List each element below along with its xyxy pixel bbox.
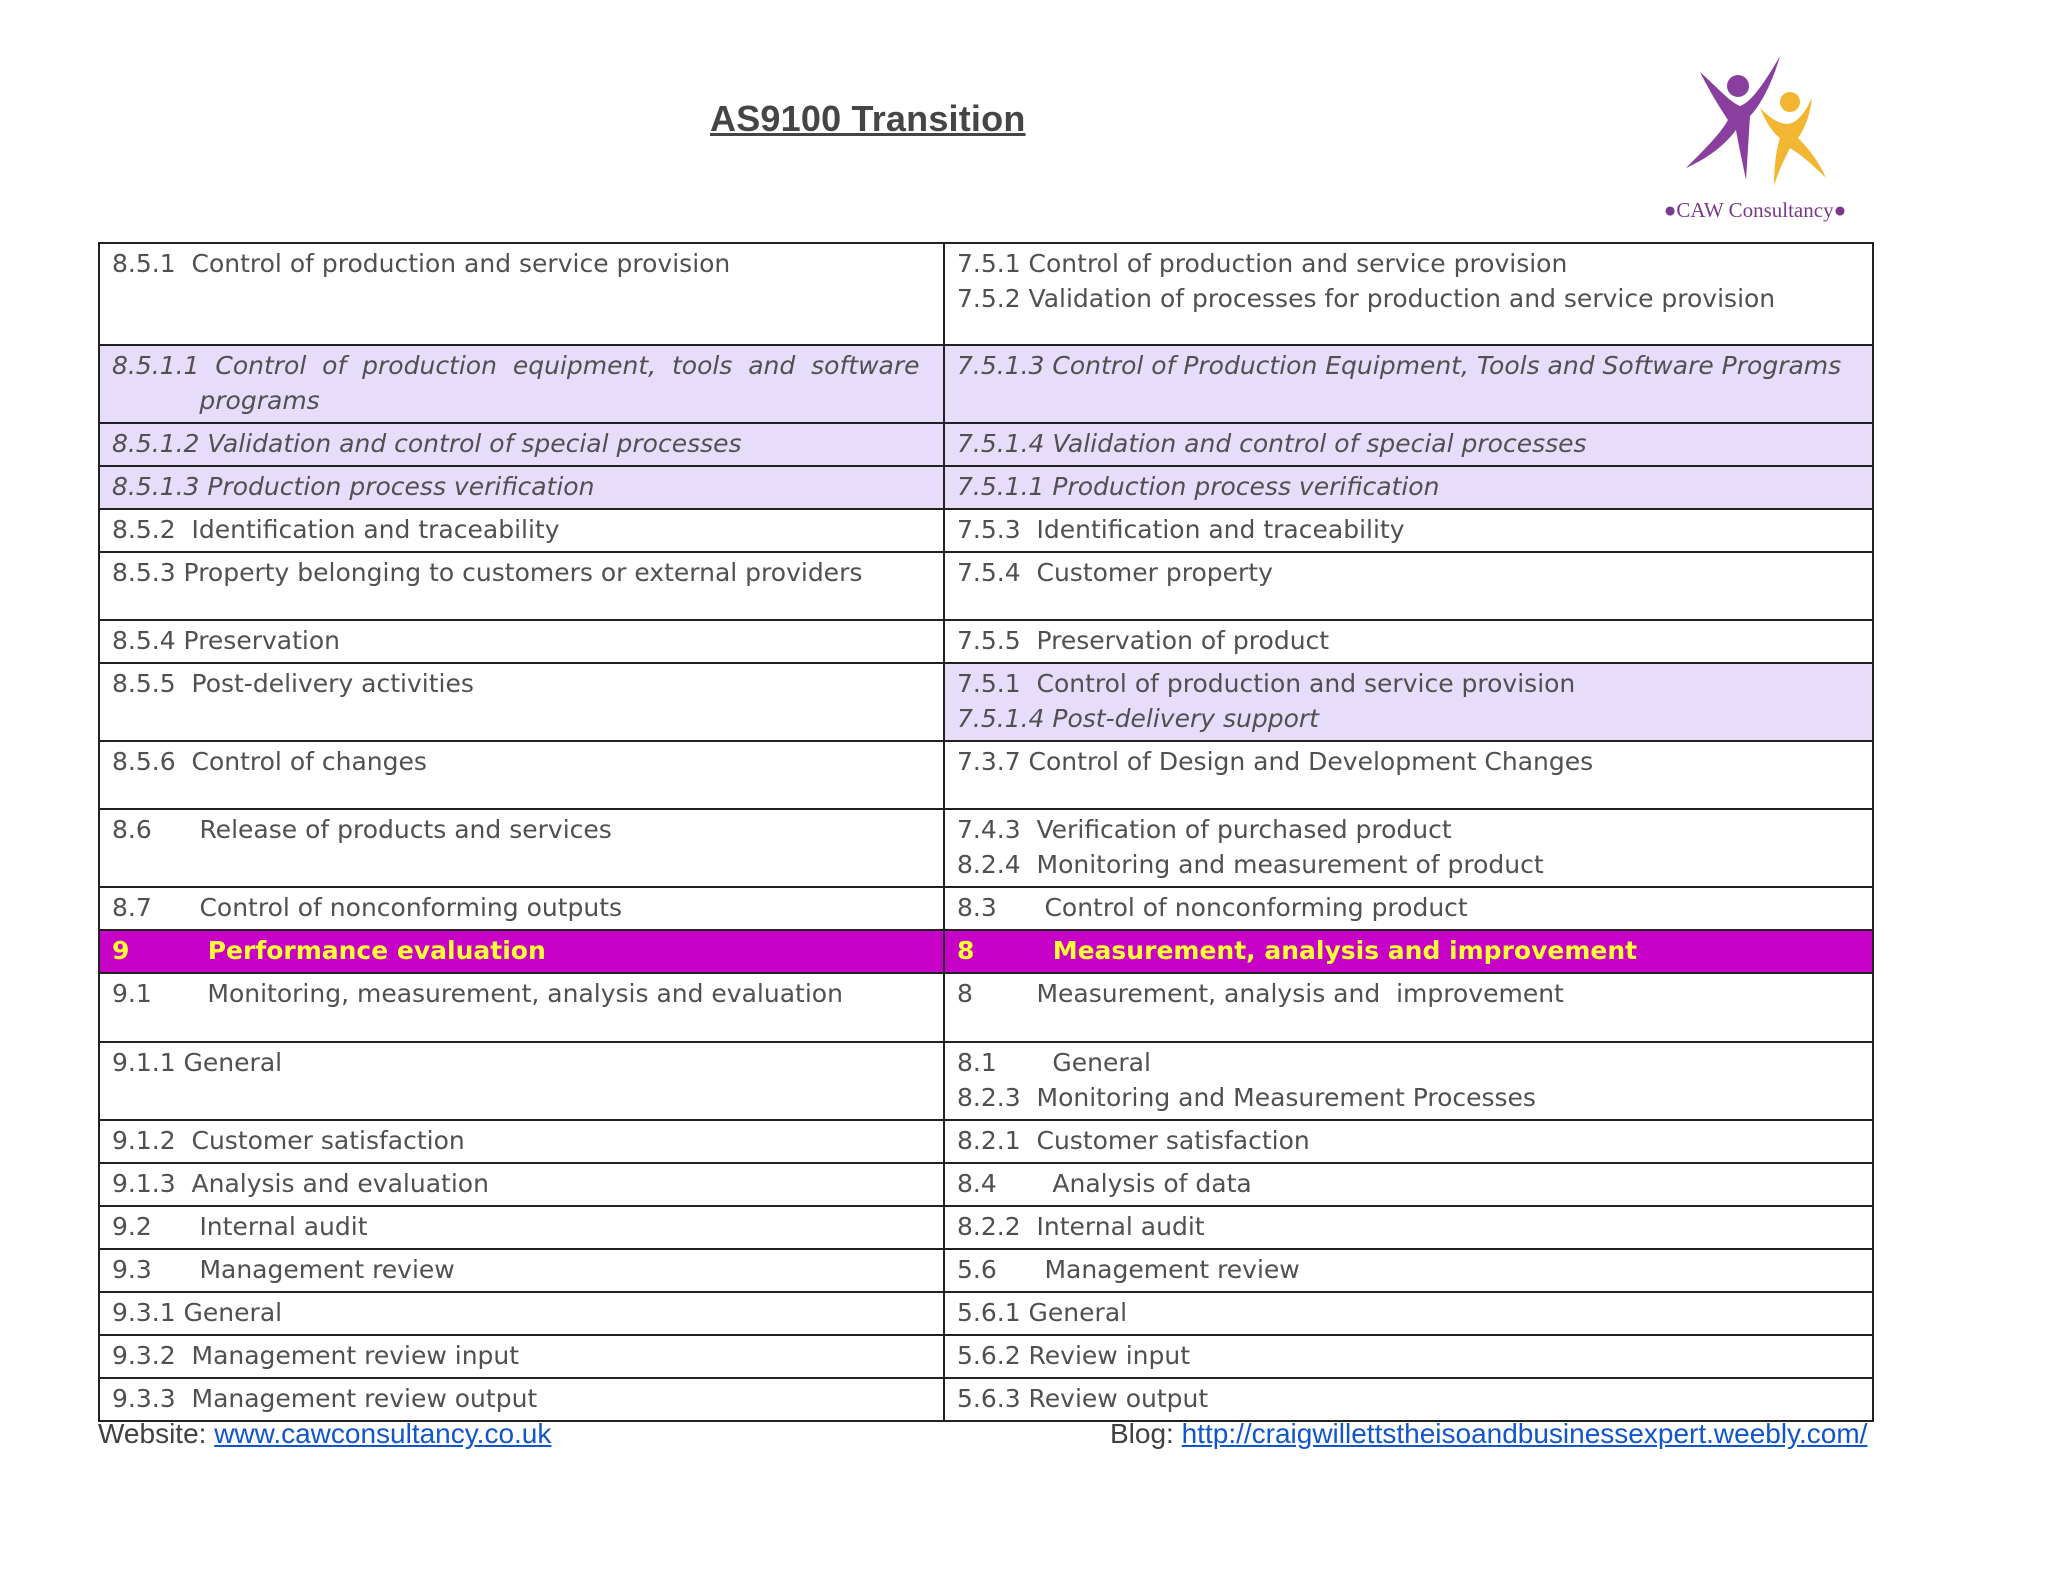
as9100-2016-clause-cell xyxy=(99,466,944,509)
as9100-2009-clause-cell xyxy=(944,1120,1873,1163)
clause-text: 7.5.5 Preservation of product xyxy=(957,626,1330,655)
blog-link[interactable]: http://craigwillettstheisoandbusinessexpert.weebly.com/ xyxy=(1181,1418,1868,1449)
clause-text: 7.5.1.1 Production process verification xyxy=(957,472,1440,501)
table-row xyxy=(99,741,1873,809)
table-row xyxy=(99,1042,1873,1120)
as9100-2009-clause-cell xyxy=(944,1292,1873,1335)
as9100-2009-clause-cell xyxy=(944,1206,1873,1249)
blog-line xyxy=(1110,1418,1867,1450)
as9100-2016-clause-cell xyxy=(99,552,944,620)
clause-text: 9.3.3 Management review output xyxy=(112,1384,538,1413)
as9100-2016-clause-cell xyxy=(99,1335,944,1378)
caw-consultancy-logo xyxy=(1640,50,1870,230)
as9100-2016-clause-cell xyxy=(99,345,944,423)
table-row xyxy=(99,345,1873,423)
clause-text: 7.5.1.4 Post-delivery support xyxy=(957,704,1319,733)
clause-text: 8.7 Control of nonconforming outputs xyxy=(112,893,623,922)
clause-text: 7.4.3 Verification of purchased product xyxy=(957,815,1452,844)
as9100-2016-clause-cell xyxy=(99,1206,944,1249)
as9100-2009-clause-cell xyxy=(944,345,1873,423)
clause-text: 9.1.1 General xyxy=(112,1048,283,1077)
as9100-2016-clause-cell xyxy=(99,1249,944,1292)
clause-text: 7.5.3 Identification and traceability xyxy=(957,515,1405,544)
website-label: Website: xyxy=(98,1418,215,1449)
clause-text: 8.6 Release of products and services xyxy=(112,815,612,844)
as9100-2009-clause-cell xyxy=(944,1163,1873,1206)
table-row xyxy=(99,930,1873,973)
clause-text: 8.5.1 Control of production and service provision xyxy=(112,249,731,278)
table-row xyxy=(99,663,1873,741)
as9100-2009-clause-cell xyxy=(944,243,1873,345)
clause-text: 7.5.1 Control of production and service provision xyxy=(957,249,1568,278)
as9100-2016-clause-cell xyxy=(99,620,944,663)
clause-text: 8.5.5 Post-delivery activities xyxy=(112,669,474,698)
table-row xyxy=(99,973,1873,1042)
clause-text: 9.3.2 Management review input xyxy=(112,1341,520,1370)
clause-text: 7.5.1.3 Control of Production Equipment, Tools and Software Programs xyxy=(957,351,1842,380)
page-title: AS9100 Transition xyxy=(710,98,1026,139)
clause-text: 8.5.1.1 Control of production equipment, tools and software xyxy=(112,351,920,380)
people-figures-icon xyxy=(1680,50,1830,200)
clause-text: 8.5.3 Property belonging to customers or external providers xyxy=(112,558,863,587)
clause-text: 8.5.6 Control of changes xyxy=(112,747,427,776)
clause-text: 7.5.2 Validation of processes for production and service provision xyxy=(957,284,1776,313)
as9100-2016-clause-cell xyxy=(99,663,944,741)
clause-text: 8.5.1.2 Validation and control of special processes xyxy=(112,429,742,458)
table-row xyxy=(99,1249,1873,1292)
as9100-2009-clause-cell xyxy=(944,509,1873,552)
clause-text: 8.2.3 Monitoring and Measurement Processes xyxy=(957,1083,1536,1112)
clause-text: 9.2 Internal audit xyxy=(112,1212,368,1241)
clause-text: 5.6.2 Review input xyxy=(957,1341,1191,1370)
table-row xyxy=(99,887,1873,930)
as9100-2009-clause-cell xyxy=(944,620,1873,663)
website-link[interactable]: www.cawconsultancy.co.uk xyxy=(214,1418,552,1449)
clause-text: programs xyxy=(112,386,320,415)
table-row xyxy=(99,466,1873,509)
as9100-2009-clause-cell xyxy=(944,552,1873,620)
as9100-2009-clause-cell xyxy=(944,973,1873,1042)
clause-text: 8.2.2 Internal audit xyxy=(957,1212,1205,1241)
table-row xyxy=(99,1378,1873,1421)
clause-text: 8.1 General xyxy=(957,1048,1151,1077)
clause-text: 5.6.3 Review output xyxy=(957,1384,1209,1413)
as9100-2009-clause-cell xyxy=(944,1042,1873,1120)
clause-text: 7.3.7 Control of Design and Development Changes xyxy=(957,747,1594,776)
table-row xyxy=(99,1292,1873,1335)
table-row xyxy=(99,1163,1873,1206)
as9100-2016-clause-cell xyxy=(99,741,944,809)
as9100-2016-clause-cell xyxy=(99,243,944,345)
table-row xyxy=(99,809,1873,887)
table-row xyxy=(99,620,1873,663)
table-row xyxy=(99,423,1873,466)
as9100-2009-clause-cell xyxy=(944,741,1873,809)
clause-text: 8.3 Control of nonconforming product xyxy=(957,893,1468,922)
clause-text: 9.1.2 Customer satisfaction xyxy=(112,1126,465,1155)
clause-text: 9.3.1 General xyxy=(112,1298,283,1327)
website-line xyxy=(98,1418,551,1450)
clause-text: 7.5.4 Customer property xyxy=(957,558,1273,587)
as9100-2016-clause-cell xyxy=(99,1120,944,1163)
clause-text: 9.1 Monitoring, measurement, analysis and evaluation xyxy=(112,979,843,1008)
as9100-2009-clause-cell xyxy=(944,423,1873,466)
as9100-2016-clause-cell xyxy=(99,509,944,552)
as9100-2009-clause-cell xyxy=(944,466,1873,509)
clause-mapping-table xyxy=(98,242,1874,1422)
clause-text: 7.5.1.4 Validation and control of special processes xyxy=(957,429,1587,458)
as9100-2016-clause-cell xyxy=(99,930,944,973)
table-row xyxy=(99,1335,1873,1378)
clause-text: 9.1.3 Analysis and evaluation xyxy=(112,1169,489,1198)
as9100-2009-clause-cell xyxy=(944,930,1873,973)
as9100-2009-clause-cell xyxy=(944,887,1873,930)
as9100-2009-clause-cell xyxy=(944,809,1873,887)
table-row xyxy=(99,1206,1873,1249)
clause-text: 8.2.4 Monitoring and measurement of product xyxy=(957,850,1544,879)
as9100-2016-clause-cell xyxy=(99,809,944,887)
as9100-2016-clause-cell xyxy=(99,1378,944,1421)
as9100-2016-clause-cell xyxy=(99,973,944,1042)
clause-text: 8 Measurement, analysis and improvement xyxy=(957,979,1564,1008)
table-row xyxy=(99,509,1873,552)
table-row xyxy=(99,243,1873,345)
as9100-2016-clause-cell xyxy=(99,1163,944,1206)
clause-text: 5.6.1 General xyxy=(957,1298,1128,1327)
logo-text: ●CAW Consultancy● xyxy=(1663,198,1847,222)
as9100-2009-clause-cell xyxy=(944,1249,1873,1292)
clause-text: 7.5.1 Control of production and service provision xyxy=(957,669,1576,698)
as9100-2016-clause-cell xyxy=(99,887,944,930)
table-row xyxy=(99,552,1873,620)
as9100-2016-clause-cell xyxy=(99,1292,944,1335)
as9100-2009-clause-cell xyxy=(944,663,1873,741)
as9100-2009-clause-cell xyxy=(944,1335,1873,1378)
clause-text: 8 Measurement, analysis and improvement xyxy=(957,936,1638,965)
as9100-2016-clause-cell xyxy=(99,1042,944,1120)
clause-text: 8.4 Analysis of data xyxy=(957,1169,1252,1198)
clause-text: 9.3 Management review xyxy=(112,1255,455,1284)
clause-text: 8.5.2 Identification and traceability xyxy=(112,515,560,544)
clause-text: 8.2.1 Customer satisfaction xyxy=(957,1126,1310,1155)
blog-label: Blog: xyxy=(1110,1418,1182,1449)
clause-text: 5.6 Management review xyxy=(957,1255,1300,1284)
table-row xyxy=(99,1120,1873,1163)
clause-text: 8.5.1.3 Production process verification xyxy=(112,472,595,501)
as9100-2016-clause-cell xyxy=(99,423,944,466)
as9100-2009-clause-cell xyxy=(944,1378,1873,1421)
clause-text: 8.5.4 Preservation xyxy=(112,626,340,655)
clause-text: 9 Performance evaluation xyxy=(112,936,546,965)
